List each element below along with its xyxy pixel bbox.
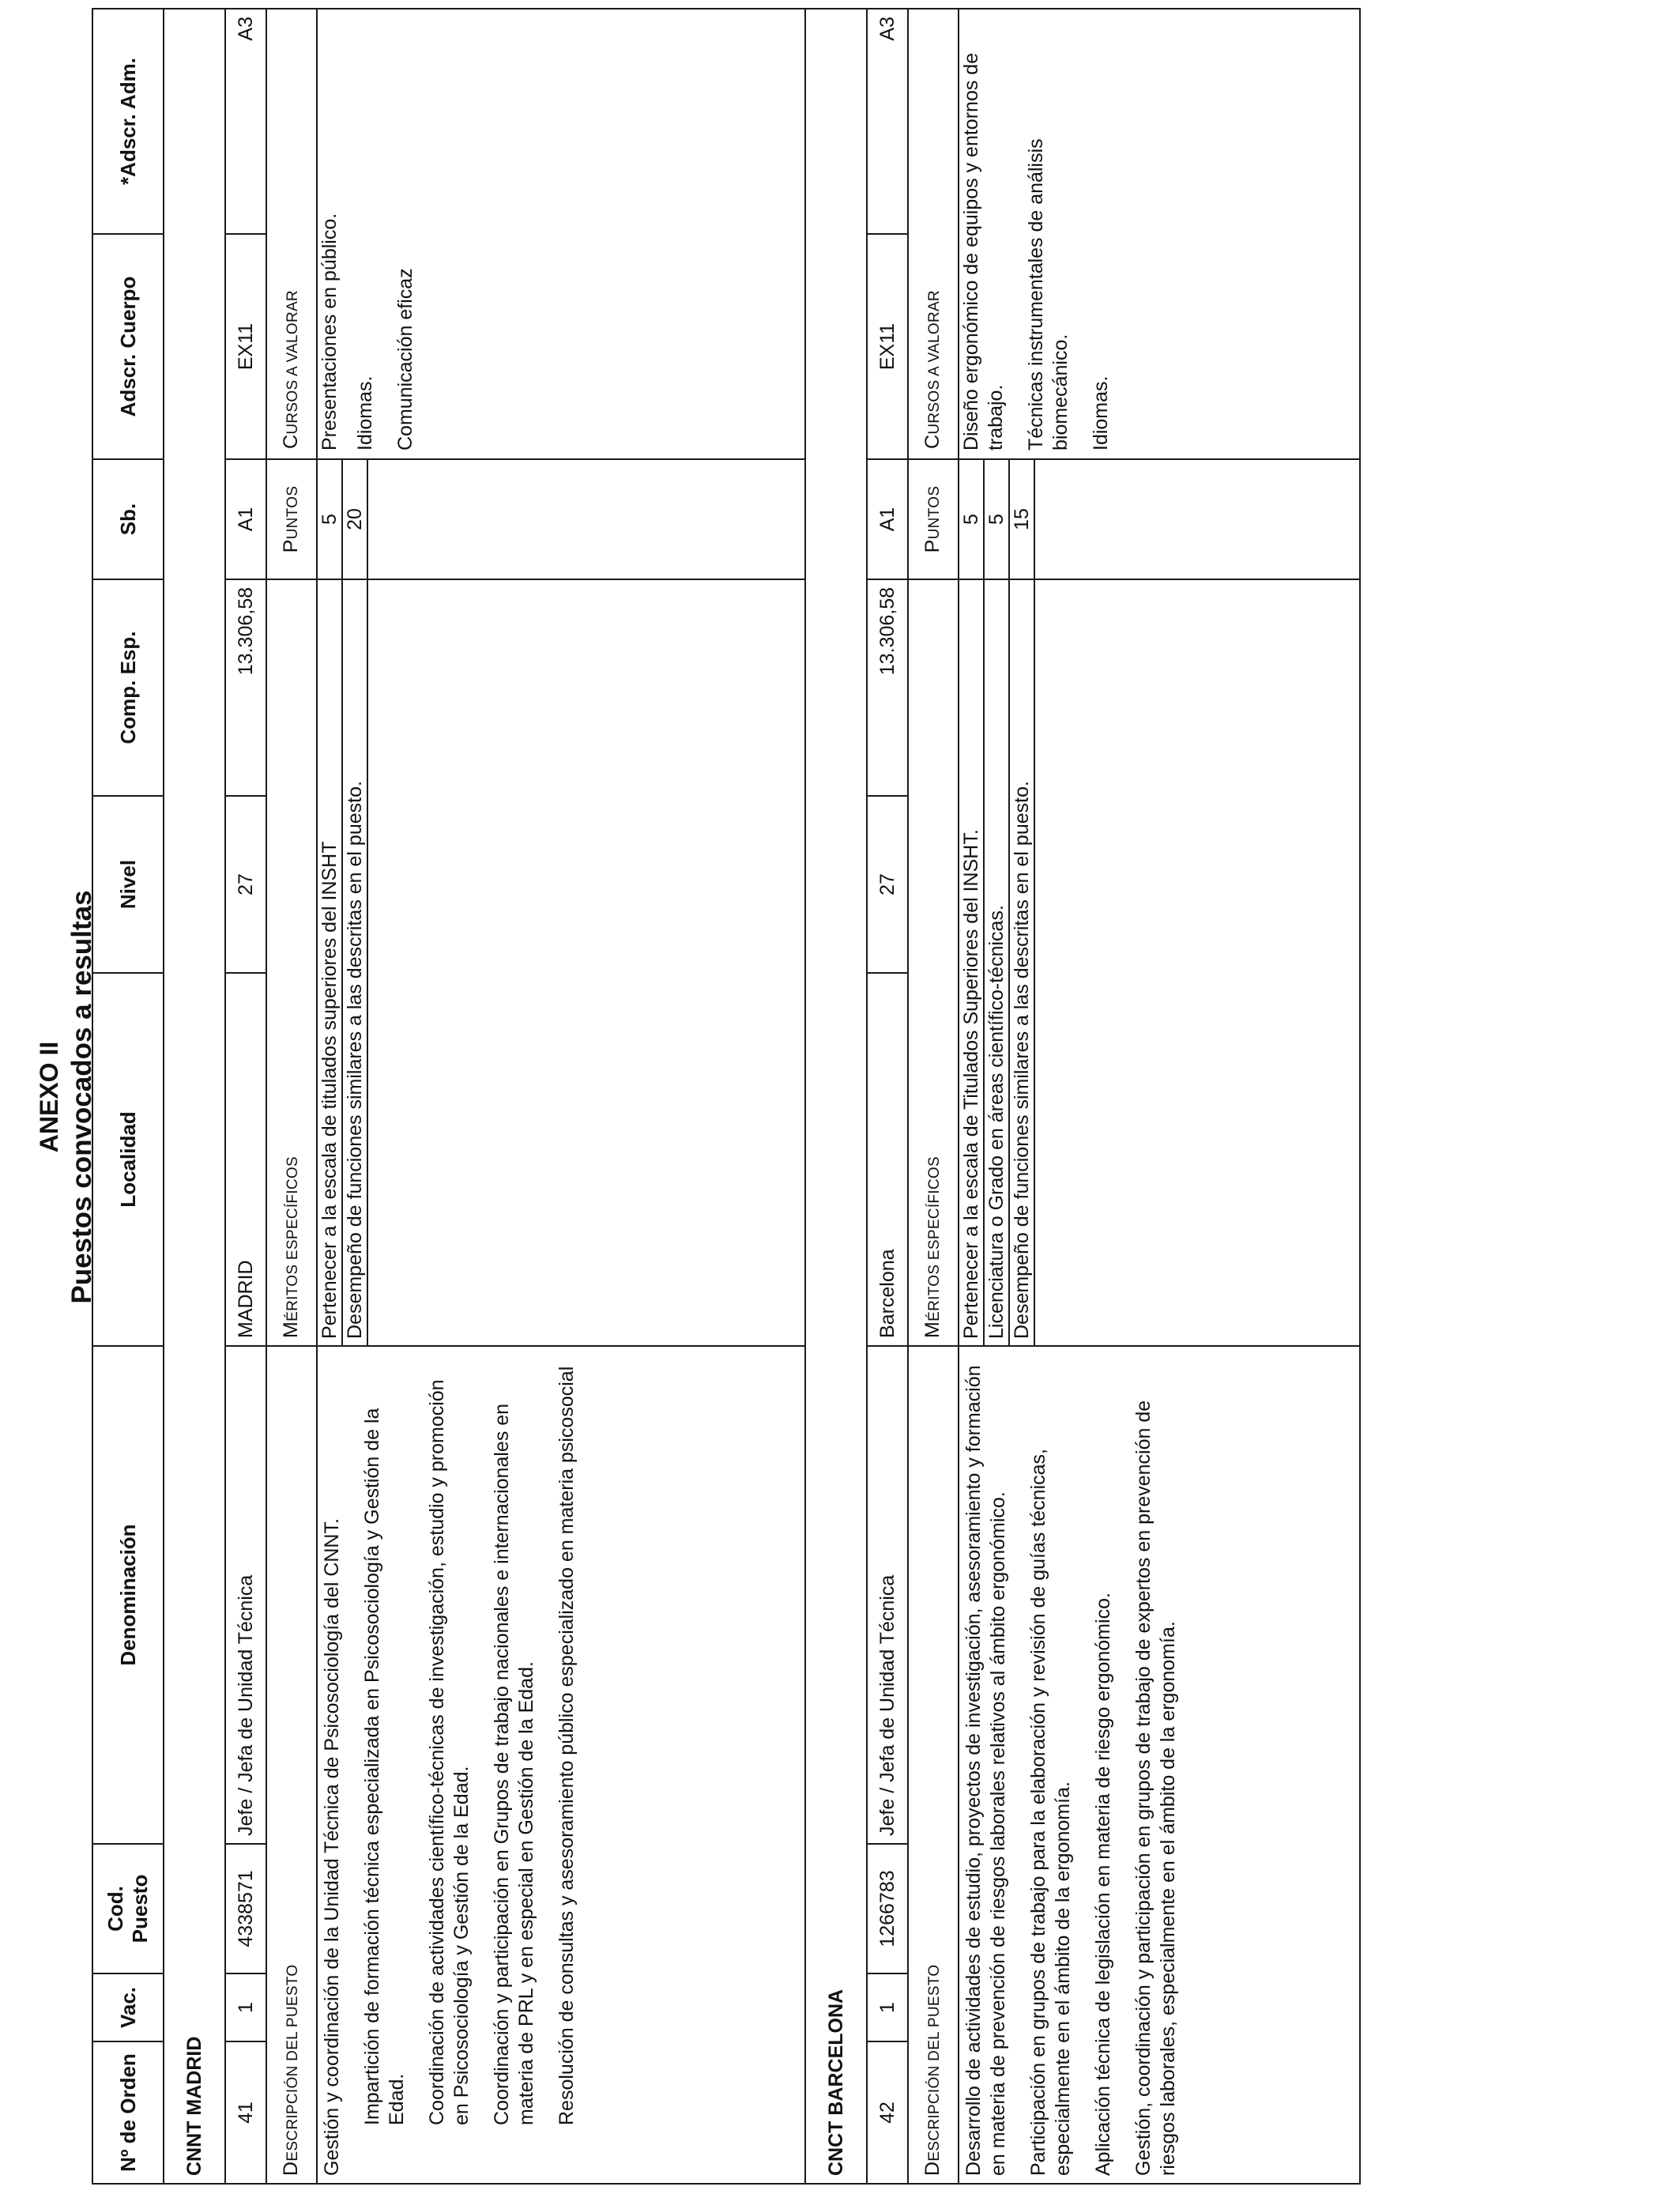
document-title: ANEXO II [35, 1041, 63, 1153]
cell-denominacion: Jefe / Jefa de Unidad Técnica [225, 1346, 266, 1844]
cell-vac: 1 [225, 1973, 266, 2041]
section-row [805, 9, 867, 2184]
meritos-label: MÉRITOS ESPECÍFICOS [908, 579, 959, 1346]
cursos-label: CURSOS A VALORAR [908, 9, 959, 459]
descripcion-label: DESCRIPCIÓN DEL PUESTO [908, 1346, 959, 2184]
descripcion-cell [959, 1346, 1360, 2184]
descripcion-cell [317, 1346, 805, 2184]
cell-localidad: MADRID [225, 973, 266, 1346]
cell-nivel: 27 [225, 796, 266, 973]
label-row [266, 9, 317, 2184]
header-row [92, 9, 164, 2184]
cell-adm: A3 [225, 9, 266, 234]
header-cuerpo: Adscr. Cuerpo [92, 234, 164, 459]
cell-comp: 13.306,58 [867, 579, 908, 796]
descripcion-item: Desarrollo de actividades de estudio, proyectos de investigación, asesoramiento y formación en materia de prevención de riesgos laborales relativos al ámbito ergonómico. [962, 1365, 1009, 2176]
header-orden: Nº de Orden [92, 2041, 164, 2184]
merito-item: Desempeño de funciones similares a las descritas en el puesto. [1010, 580, 1035, 1345]
merito-item: Pertenecer a la escala de titulados superiores del INSHT [318, 580, 343, 1345]
descripcion-label: DESCRIPCIÓN DEL PUESTO [266, 1346, 317, 2184]
cell-nivel: 27 [867, 796, 908, 973]
curso-item: Idiomas. [1090, 375, 1112, 450]
puntos-label: PUNTOS [908, 459, 959, 579]
puntos-item: 15 [1010, 460, 1035, 579]
header-adm: *Adscr. Adm. [92, 9, 164, 234]
cell-vac: 1 [867, 1973, 908, 2041]
header-localidad: Localidad [92, 973, 164, 1346]
curso-item: Idiomas. [354, 375, 376, 450]
puntos-cell [317, 459, 805, 579]
meritos-cell [317, 579, 805, 1346]
puntos-item: 5 [959, 460, 985, 579]
descripcion-item: Coordinación y participación en Grupos de trabajo nacionales e internacionales en materia de PRL y en especial en Gestión de la Edad. [491, 1403, 537, 2125]
positions-table [92, 8, 1361, 2185]
curso-item: Diseño ergonómico de equipos y entornos de trabajo. [960, 52, 1007, 450]
merito-item: Desempeño de funciones similares a las descritas en el puesto. [343, 580, 368, 1345]
section-row [164, 9, 225, 2184]
curso-item: Presentaciones en público. [318, 213, 341, 450]
table-row [867, 9, 908, 2184]
cell-orden: 42 [867, 2041, 908, 2184]
header-cod: Cod. Puesto [92, 1844, 164, 1973]
cell-adm: A3 [867, 9, 908, 234]
header-vac: Vac. [92, 1973, 164, 2041]
cell-comp: 13.306,58 [225, 579, 266, 796]
cell-sb: A1 [867, 459, 908, 579]
meritos-label: MÉRITOS ESPECÍFICOS [266, 579, 317, 1346]
puntos-item: 5 [985, 460, 1010, 579]
cell-denominacion: Jefe / Jefa de Unidad Técnica [867, 1346, 908, 1844]
curso-item: Comunicación eficaz [394, 268, 416, 450]
cursos-cell [317, 9, 805, 459]
puntos-label: PUNTOS [266, 459, 317, 579]
cell-orden: 41 [225, 2041, 266, 2184]
merito-item: Pertenecer a la escala de Titulados Superiores del INSHT. [959, 580, 985, 1345]
cursos-label: CURSOS A VALORAR [266, 9, 317, 459]
cell-sb: A1 [225, 459, 266, 579]
descripcion-item: Resolución de consultas y asesoramiento público especializado en materia psicosocial [556, 1366, 578, 2125]
puntos-item: 20 [343, 460, 368, 579]
section-title: CNNT MADRID [164, 9, 225, 2184]
cursos-cell [959, 9, 1360, 459]
curso-item: Técnicas instrumentales de análisis biomecánico. [1025, 138, 1072, 450]
descripcion-item: Impartición de formación técnica especializada en Psicosociología y Gestión de la Edad. [361, 1408, 408, 2125]
table-row [225, 9, 266, 2184]
document-subtitle: Puestos convocados a resultas [66, 890, 97, 1304]
puntos-cell [959, 459, 1360, 579]
cell-localidad: Barcelona [867, 973, 908, 1346]
header-nivel: Nivel [92, 796, 164, 973]
cell-cod: 4338571 [225, 1844, 266, 1973]
cell-cod: 1266783 [867, 1844, 908, 1973]
cell-cuerpo: EX11 [225, 234, 266, 459]
header-denominacion: Denominación [92, 1346, 164, 1844]
detail-row [959, 9, 1360, 2184]
header-comp: Comp. Esp. [92, 579, 164, 796]
descripcion-item: Aplicación técnica de legislación en materia de riesgo ergonómico. [1092, 1593, 1114, 2176]
merito-item: Licenciatura o Grado en áreas científico-técnicas. [985, 580, 1010, 1345]
descripcion-item: Gestión y coordinación de la Unidad Técnica de Psicosociología del CNNT. [321, 1518, 343, 2176]
cell-cuerpo: EX11 [867, 234, 908, 459]
descripcion-item: Coordinación de actividades científico-técnicas de investigación, estudio y promoción en Psicosociología y Gestión de la Edad. [426, 1379, 473, 2125]
descripcion-item: Gestión, coordinación y participación en grupos de trabajo de expertos en prevención de riesgos laborales, especialmente en el ámbito de la ergonomía. [1132, 1400, 1179, 2176]
label-row [908, 9, 959, 2184]
meritos-cell [959, 579, 1360, 1346]
header-sb: Sb. [92, 459, 164, 579]
descripcion-item: Participación en grupos de trabajo para la elaboración y revisión de guías técnicas, especialmente en el ámbito de la ergonomía. [1027, 1449, 1074, 2176]
detail-row [317, 9, 805, 2184]
puntos-item: 5 [318, 460, 343, 579]
section-title: CNCT BARCELONA [805, 9, 867, 2184]
